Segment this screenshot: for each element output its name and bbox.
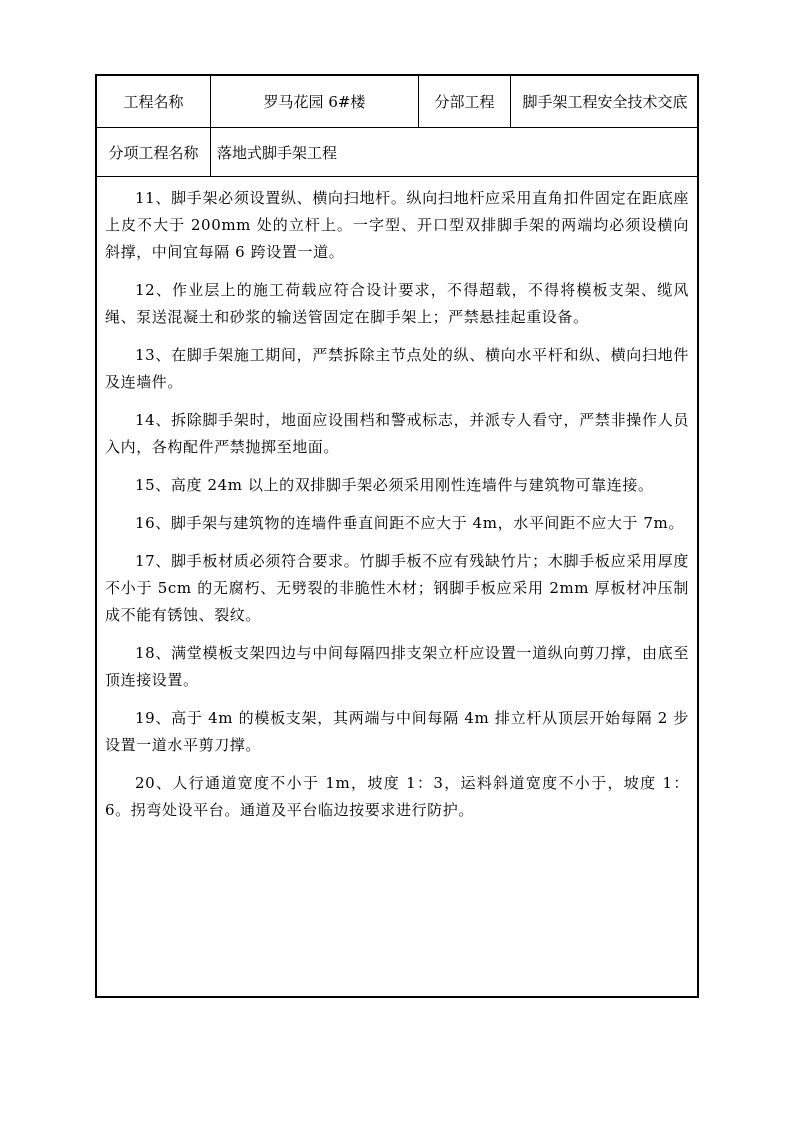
subitem-label: 分项工程名称: [108, 143, 199, 162]
project-name-value: 罗马花园 6#楼: [210, 76, 418, 127]
item-17: 17、脚手板材质必须符合要求。竹脚手板不应有残缺竹片；木脚手板应采用厚度不小于 5cm 的无腐朽、无劈裂的非脆性木材；钢脚手板应采用 2mm 厚板材冲压制成不能有锈蚀、裂纹。: [105, 552, 689, 624]
item-20: 20、人行通道宽度不小于 1m，坡度 1：3，运料斜道宽度不小于，坡度 1：6。拐弯处设平台。通道及平台临边按要求进行防护。: [105, 774, 689, 819]
item-18: 18、满堂模板支架四边与中间每隔四排支架立杆应设置一道纵向剪刀撑，由底至顶连接设置。: [105, 644, 689, 689]
item-14: 14、拆除脚手架时，地面应设围档和警戒标志，并派专人看守，严禁非操作人员入内，各构配件严禁抛掷至地面。: [105, 411, 689, 456]
item-19: 19、高于 4m 的模板支架，其两端与中间每隔 4m 排立杆从顶层开始每隔 2 步设置一道水平剪刀撑。: [105, 709, 689, 754]
disclosure-table: [95, 74, 699, 998]
division-value: 脚手架工程安全技术交底: [510, 76, 699, 127]
division-label: 分部工程: [418, 76, 510, 127]
item-13: 13、在脚手架施工期间，严禁拆除主节点处的纵、横向水平杆和纵、横向扫地件及连墙件。: [105, 346, 689, 391]
disclosure-content: [97, 177, 697, 824]
subitem-row: [97, 128, 697, 177]
project-name-label: 工程名称: [123, 93, 184, 111]
item-12: 12、作业层上的施工荷载应符合设计要求，不得超载，不得将模板支架、缆风绳、泵送混凝土和砂浆的输送管固定在脚手架上；严禁悬挂起重设备。: [105, 281, 689, 326]
item-15: 15、高度 24m 以上的双排脚手架必须采用刚性连墙件与建筑物可靠连接。: [135, 476, 654, 494]
item-11: 11、脚手架必须设置纵、横向扫地杆。纵向扫地杆应采用直角扣件固定在距底座上皮不大于 200mm 处的立杆上。一字型、开口型双排脚手架的两端均必须设横向斜撑，中间宜每隔 6 跨设置一道。: [105, 189, 689, 261]
header-row: [97, 76, 697, 128]
item-16: 16、脚手架与建筑物的连墙件垂直间距不应大于 4m，水平间距不应大于 7m。: [135, 514, 684, 532]
subitem-value: 落地式脚手架工程: [210, 128, 699, 176]
